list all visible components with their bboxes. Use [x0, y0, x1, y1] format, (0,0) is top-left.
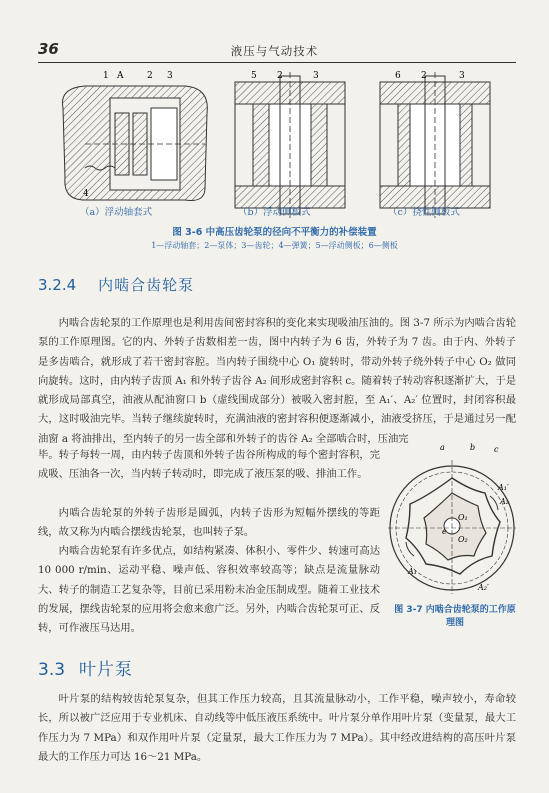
fig7-label-e: e — [442, 527, 447, 536]
subfigure-a-drawing — [62, 86, 207, 201]
page-number: 36 — [38, 40, 59, 58]
section-title: 内啮合齿轮泵 — [98, 276, 195, 294]
section-3-2-4-heading — [38, 274, 194, 295]
label-a-1: 1 — [103, 71, 109, 81]
paragraph-2: 毕。转子每转一周，由内转子齿顶和外转子齿谷所构成的每个密封容积，完成吸、压油各一次，当内转子转动时，即完成了液压泵的吸、排油工作。 — [38, 449, 380, 481]
label-b-2: 2 — [277, 71, 283, 81]
section-number: 3.3 — [38, 660, 66, 680]
label-a-2: 2 — [147, 71, 153, 81]
label-a-4: 4 — [83, 189, 89, 199]
section-3-3-heading — [38, 655, 133, 680]
paragraph-5: 叶片泵的结构较齿轮泵复杂，但其工作压力较高，且其流量脉动小，工作平稳，噪声较小，寿命较长，所以被广泛应用于专业机床、自动线等中低压液压系统中。叶片泵分单作用叶片泵（变量泵，最大工作压力为 7 MPa）和双作用叶片泵（定量泵，最大工作压力为 7 MPa）。其中经改进结构的高压叶片泵最大的工作压力可达 16～21 MPa。 — [38, 693, 516, 763]
fig7-label-b: b — [470, 443, 476, 452]
label-b-3: 3 — [313, 71, 319, 81]
fig7-label-a: a — [440, 443, 445, 452]
fig7-label-A1-prime: A₁′ — [498, 483, 509, 492]
section-number: 3.2.4 — [38, 276, 77, 294]
label-c-2: 2 — [421, 71, 427, 81]
figure-3-6-caption: 图 3-6 中高压齿轮泵的径向不平衡力的补偿装置 — [172, 227, 377, 238]
paragraph-4: 内啮合齿轮泵有许多优点，如结构紧凑、体积小、零件少、转速可高达 10 000 r/min、运动平稳、噪声低、容积效率较高等；缺点是流量脉动大、转子的制造工艺复杂等，目前已采用粉末冶金压制成型。随着工业技术的发展，摆线齿轮泵的应用将会愈来愈广泛。另外，内啮合齿轮泵可正、反转，可作液压马达用。 — [38, 545, 380, 635]
paragraph-3: 内啮合齿轮泵的外转子齿形是圆弧，内转子齿形为短幅外摆线的等距线，故又称为内啮合摆线齿轮泵，也叫转子泵。 — [38, 507, 380, 539]
fig7-label-c: c — [494, 445, 499, 454]
fig7-label-A2: A₂ — [500, 497, 509, 506]
subfigure-c-drawing — [380, 72, 490, 218]
fig7-label-O1: O₁ — [458, 513, 468, 522]
fig7-label-A1: A₁ — [408, 567, 417, 576]
subfigure-c-label: （c）挠性侧板式 — [388, 207, 460, 218]
figure-3-7-drawing — [382, 438, 522, 598]
fig7-label-O2: O₂ — [458, 535, 468, 544]
subfigure-b-drawing — [235, 72, 345, 218]
running-head: 液压与气动技术 — [230, 44, 319, 58]
label-c-3: 3 — [459, 71, 465, 81]
header-rule — [38, 62, 516, 63]
label-c-6: 6 — [395, 71, 401, 81]
fig7-label-A2-prime: A₂′ — [478, 583, 489, 592]
subfigure-b-label: （b）浮动侧板式 — [238, 207, 311, 218]
label-b-5: 5 — [251, 71, 257, 81]
subfigure-a-label: （a）浮动轴套式 — [80, 207, 153, 218]
figure-3-6-legend: 1—浮动轴套；2—泵体；3—齿轮；4—弹簧；5—浮动侧板；6—侧板 — [151, 241, 398, 250]
paragraph-1: 内啮合齿轮泵的工作原理也是利用齿间密封容积的变化来实现吸油压油的。图 3-7 所示为内啮合齿轮泵的工作原理图。它的内、外转子齿数相差一齿，图中内转子为 6 齿，外转子为 7 齿。由于内、外转子是多齿啮合，就形成了若干密封容腔。当内转子围绕中心 O₁ 旋转时，带动外转子绕外转子中心 O₂ 做同向旋转。这时，由内转子齿顶 A₁ 和外转子齿谷 A₂ 间形成密封容积 c。随着转子转动容积逐渐扩大，于是就形成局部真空，油液从配油窗口 b（虚线围成部分）被吸入密封腔，至 A₁′、A₂′ 位置时，封闭容积最大，这时吸油完毕。当转子继续旋转时，充满油液的密封容积便逐渐减小，油液受挤压，于是通过另一配油窗 a 将油排出，至内转子的另一齿全部和外转子的齿谷 A₂ 全部啮合时，压油完 — [38, 317, 516, 445]
label-a-3: 3 — [167, 71, 173, 81]
section-title: 叶片泵 — [79, 660, 134, 680]
label-a-A: A — [117, 71, 124, 81]
figure-3-7-caption: 图 3-7 内啮合齿轮泵的工作原理图 — [394, 605, 516, 628]
